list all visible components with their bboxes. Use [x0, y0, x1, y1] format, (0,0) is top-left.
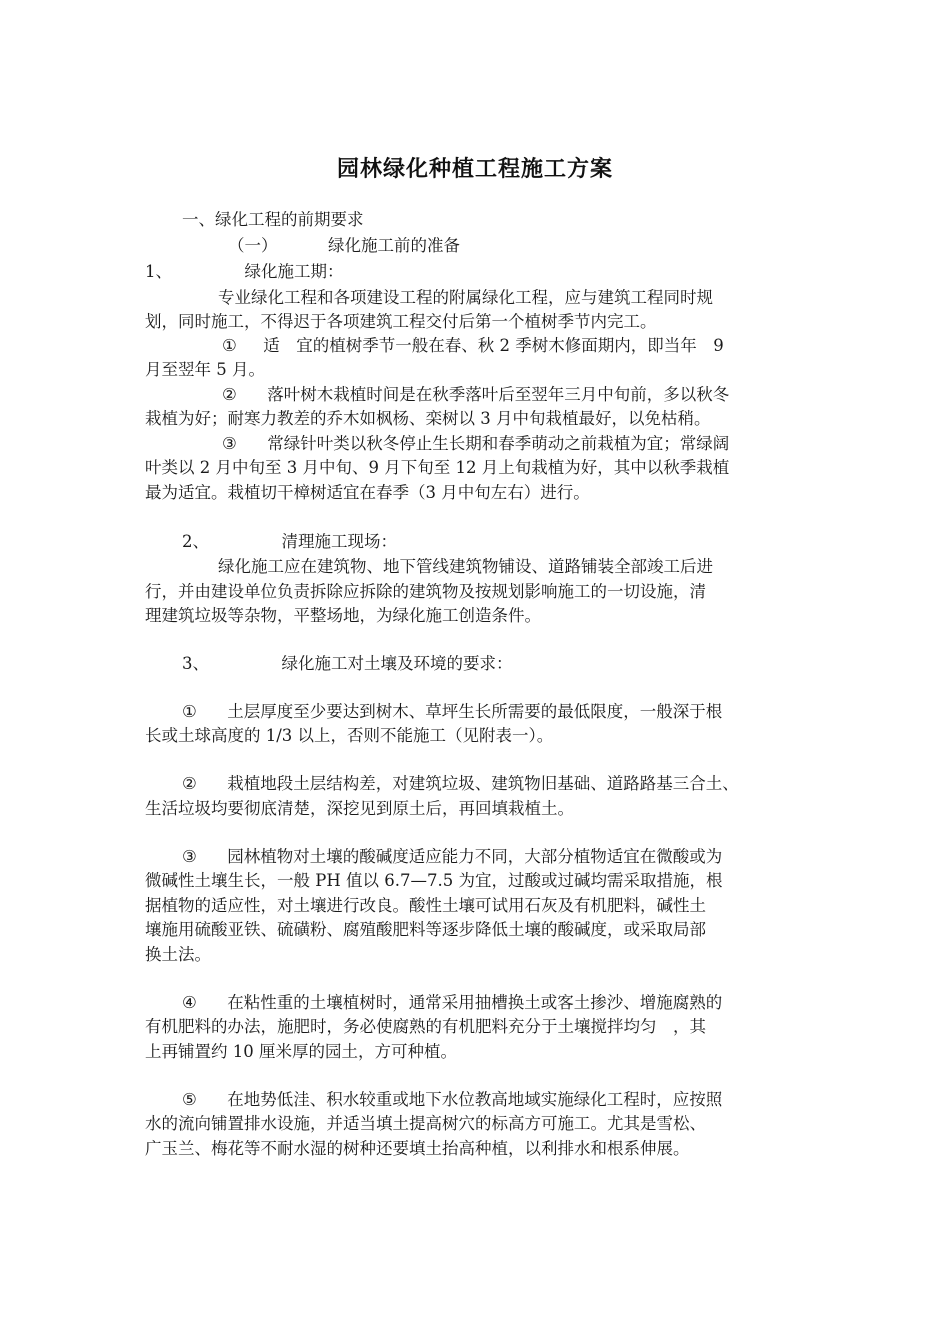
paragraph-line: 广玉兰、梅花等不耐水湿的树种还要填土抬高种植，以利排水和根系伸展。	[145, 1139, 690, 1158]
item-title: 绿化施工对土壤及环境的要求：	[281, 654, 513, 673]
subsection-title: 绿化施工前的准备	[328, 236, 460, 255]
paragraph-line: 微碱性土壤生长，一般 PH 值以 6.7—7.5 为宜，过酸或过碱均需采取措施，根	[145, 871, 723, 890]
document-title: 园林绿化种植工程施工方案	[336, 156, 613, 182]
item-heading	[182, 652, 513, 676]
paragraph-line: 有机肥料的办法，施肥时，务必使腐熟的有机肥料充分于土壤搅拌均匀 ，其	[145, 1017, 706, 1036]
list-text: 适 宜的植树季节一般在春、秋 2 季树木修面期内，即当年 9	[263, 336, 724, 355]
list-text: 在粘性重的土壤植树时，通常采用抽槽换土或客土掺沙、增施腐熟的	[227, 993, 723, 1012]
list-text: 园林植物对土壤的酸碱度适应能力不同，大部分植物适宜在微酸或为	[227, 847, 723, 866]
paragraph-line: 绿化施工应在建筑物、地下管线建筑物铺设、道路铺装全部竣工后进	[218, 557, 713, 576]
list-marker: ②	[182, 774, 197, 793]
paragraph-line: 行，并由建设单位负责拆除应拆除的建筑物及按规划影响施工的一切设施，清	[145, 582, 706, 601]
list-item	[222, 383, 729, 407]
paragraph-line: 月至翌年 5 月。	[145, 360, 265, 379]
list-item	[222, 334, 724, 358]
list-marker: ①	[222, 336, 237, 355]
list-marker: ⑤	[182, 1090, 197, 1109]
list-marker: ③	[222, 434, 237, 453]
list-marker: ③	[182, 847, 197, 866]
paragraph-line: 长或土球高度的 1/3 以上，否则不能施工（见附表一）。	[145, 726, 554, 745]
paragraph-line: 上再铺置约 10 厘米厚的园土，方可种植。	[145, 1042, 457, 1061]
paragraph-line: 划，同时施工，不得迟于各项建筑工程交付后第一个植树季节内完工。	[145, 312, 657, 331]
item-number: 3、	[182, 654, 209, 673]
section-heading: 一、绿化工程的前期要求	[182, 210, 364, 229]
list-marker: ④	[182, 993, 197, 1012]
list-item	[182, 1088, 722, 1112]
paragraph-line: 栽植为好；耐寒力教差的乔木如枫杨、栾树以 3 月中旬栽植最好，以免枯稍。	[145, 409, 711, 428]
item-number: 1、	[145, 262, 172, 281]
paragraph-line: 理建筑垃圾等杂物，平整场地，为绿化施工创造条件。	[145, 606, 541, 625]
item-heading	[182, 530, 397, 554]
paragraph-line: 最为适宜。栽植切干樟树适宜在春季（3 月中旬左右）进行。	[145, 483, 590, 502]
paragraph-line: 水的流向铺置排水设施，并适当填土提高树穴的标高方可施工。尤其是雪松、	[145, 1114, 706, 1133]
list-item	[182, 772, 739, 796]
list-text: 栽植地段土层结构差，对建筑垃圾、建筑物旧基础、道路路基三合土、	[227, 774, 739, 793]
list-text: 落叶树木栽植时间是在秋季落叶后至翌年三月中旬前，多以秋冬	[267, 385, 730, 404]
list-marker: ①	[182, 702, 197, 721]
list-marker: ②	[222, 385, 237, 404]
paragraph-line: 据植物的适应性，对土壤进行改良。酸性土壤可试用石灰及有机肥料，碱性土	[145, 896, 706, 915]
list-text: 在地势低洼、积水较重或地下水位教高地域实施绿化工程时，应按照	[227, 1090, 723, 1109]
item-title: 清理施工现场：	[281, 532, 397, 551]
paragraph-line: 换土法。	[145, 945, 211, 964]
paragraph-line: 专业绿化工程和各项建设工程的附属绿化工程，应与建筑工程同时规	[218, 288, 713, 307]
list-item	[182, 845, 722, 869]
subsection-heading	[228, 234, 460, 258]
list-text: 常绿针叶类以秋冬停止生长期和春季萌动之前栽植为宜；常绿阔	[267, 434, 730, 453]
list-text: 土层厚度至少要达到树木、草坪生长所需要的最低限度，一般深于根	[227, 702, 723, 721]
list-item	[182, 991, 722, 1015]
paragraph-line: 叶类以 2 月中旬至 3 月中旬、9 月下旬至 12 月上旬栽植为好，其中以秋季栽植	[145, 458, 730, 477]
subsection-number: （一）	[228, 236, 278, 255]
item-title: 绿化施工期：	[244, 262, 344, 281]
paragraph-line: 壤施用硫酸亚铁、硫磺粉、腐殖酸肥料等逐步降低土壤的酸碱度，或采取局部	[145, 920, 706, 939]
item-heading	[145, 260, 344, 284]
list-item	[222, 432, 729, 456]
list-item	[182, 700, 722, 724]
item-number: 2、	[182, 532, 209, 551]
paragraph-line: 生活垃圾均要彻底清楚，深挖见到原土后，再回填栽植土。	[145, 799, 574, 818]
